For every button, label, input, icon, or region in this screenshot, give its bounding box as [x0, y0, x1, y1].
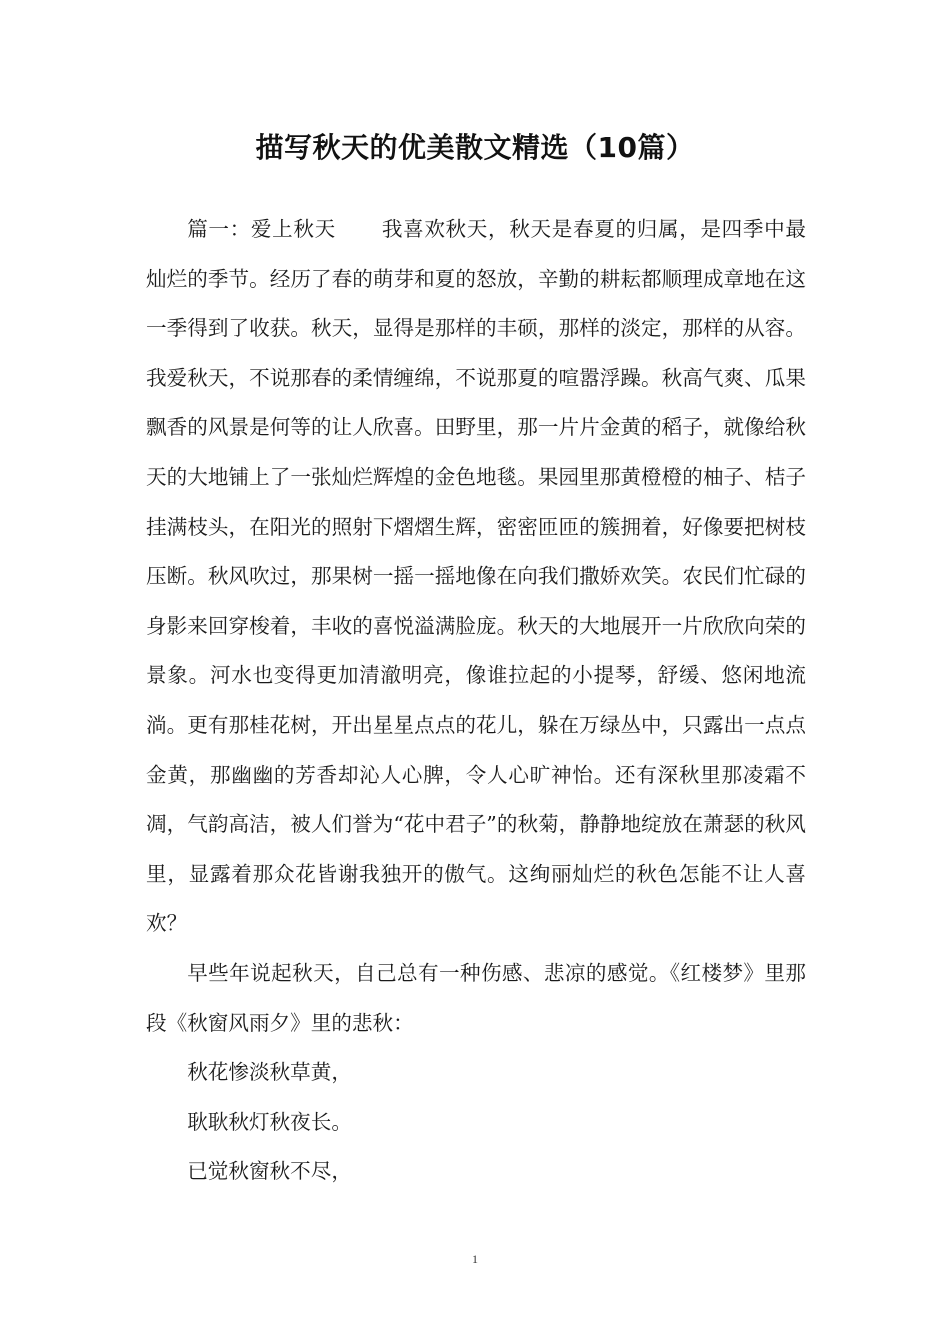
paragraph: 早些年说起秋天，自己总有一种伤感、悲凉的感觉。《红楼梦》里那段《秋窗风雨夕》里的悲秋：: [146, 960, 806, 1035]
paragraph: [146, 205, 806, 949]
paragraph-text: 我喜欢秋天，秋天是春夏的归属，是四季中最灿烂的季节。经历了春的萌芽和夏的怒放，辛勤的耕耘都顺理成章地在这一季得到了收获。秋天，显得是那样的丰硕，那样的淡定，那样的从容。我爱秋天，不说那春的柔情缠绵，不说那夏的喧嚣浮躁。秋高气爽、瓜果飘香的风景是何等的让人欣喜。田野里，那一片片金黄的稻子，就像给秋天的大地铺上了一张灿烂辉煌的金色地毯。果园里那黄橙橙的柚子、桔子挂满枝头，在阳光的照射下熠熠生辉，密密匝匝的簇拥着，好像要把树枝压断。秋风吹过，那果树一摇一摇地像在向我们撒娇欢笑。农民们忙碌的身影来回穿梭着，丰收的喜悦溢满脸庞。秋天的大地展开一片欣欣向荣的景象。河水也变得更加清澈明亮，像谁拉起的小提琴，舒缓、悠闲地流淌。更有那桂花树，开出星星点点的花儿，躲在万绿丛中，只露出一点点金黄，那幽幽的芳香却沁人心脾，令人心旷神怡。还有深秋里那凌霜不凋，气韵高洁，被人们誉为“花中君子”的秋菊，静静地绽放在萧瑟的秋风里，显露着那众花皆谢我独开的傲气。这绚丽灿烂的秋色怎能不让人喜欢？: [146, 217, 807, 936]
poem-line: 已觉秋窗秋不尽，: [187, 1159, 352, 1184]
document-body: [146, 205, 806, 1197]
poem-line: 耿耿秋灯秋夜长。: [187, 1109, 352, 1134]
poem-line: 秋花惨淡秋草黄，: [187, 1060, 352, 1085]
page-number: 1: [472, 1252, 478, 1266]
document-title: 描写秋天的优美散文精选（10篇）: [255, 131, 695, 164]
section-heading: 篇一：爱上秋天: [187, 217, 336, 241]
